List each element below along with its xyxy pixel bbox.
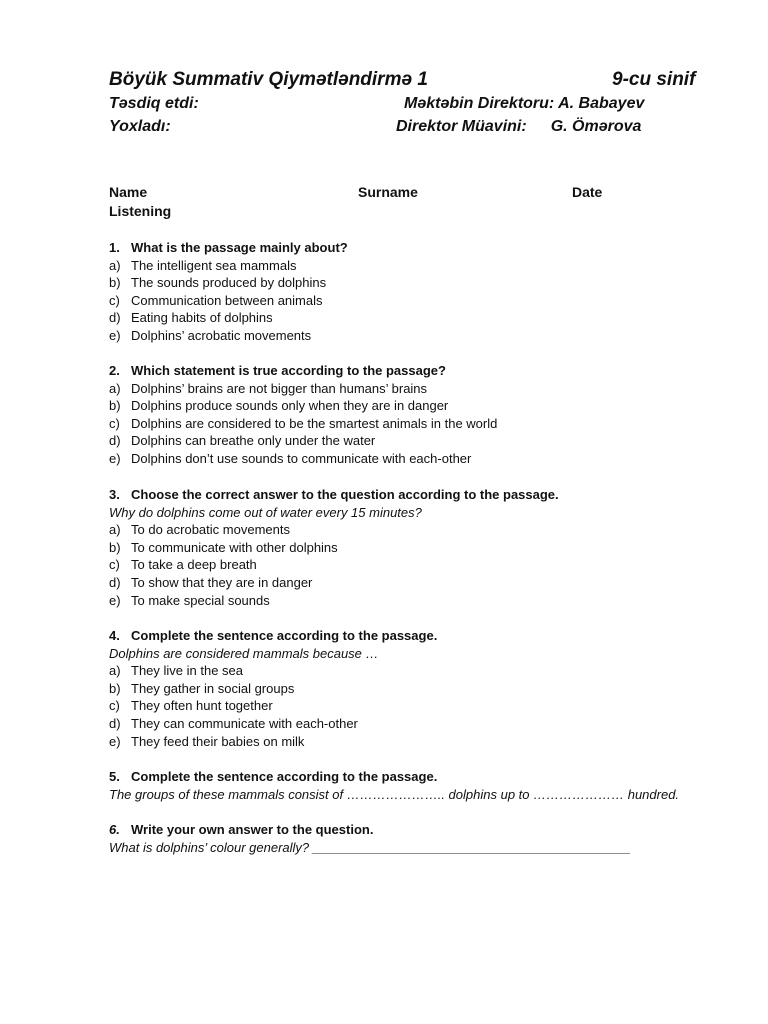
question-2	[109, 362, 669, 468]
option-text: To show that they are in danger	[131, 574, 313, 590]
question-number: 3.	[109, 487, 120, 502]
question-number: 2.	[109, 363, 120, 378]
answer-option	[109, 257, 669, 275]
answer-option	[109, 432, 669, 450]
option-letter: b)	[109, 275, 121, 291]
answer-option	[109, 521, 669, 539]
answer-option	[109, 397, 669, 415]
option-text: Communication between animals	[131, 292, 323, 308]
option-text: To communicate with other dolphins	[131, 539, 338, 555]
question-text: What is the passage mainly about?	[131, 240, 348, 255]
answer-option	[109, 327, 669, 345]
option-letter: d)	[109, 715, 121, 731]
answer-option	[109, 309, 669, 327]
question-4	[109, 627, 669, 750]
option-text: Dolphins don’t use sounds to communicate with each-other	[131, 450, 472, 466]
option-text: They often hunt together	[131, 698, 273, 714]
option-letter: a)	[109, 380, 121, 396]
option-text: They feed their babies on milk	[131, 733, 305, 749]
question-1	[109, 239, 669, 345]
option-text: Dolphins are considered to be the smartest animals in the world	[131, 415, 498, 431]
option-text: Eating habits of dolphins	[131, 310, 273, 326]
question-5	[109, 768, 680, 803]
question-number: 5.	[109, 769, 120, 784]
option-text: Dolphins’ brains are not bigger than humans’ brains	[131, 380, 428, 396]
option-letter: b)	[109, 539, 121, 555]
grade-label: 9-cu sinif	[612, 69, 696, 90]
option-letter: a)	[109, 663, 121, 679]
option-text: To make special sounds	[131, 592, 270, 608]
question-prompt: Dolphins are considered mammals because …	[109, 645, 379, 661]
question-number: 6.	[109, 822, 120, 837]
open-answer-line: What is dolphins’ colour generally? ____________________________________________	[109, 839, 631, 855]
document-title: Böyük Summativ Qiymətləndirmə 1	[109, 69, 428, 90]
option-letter: b)	[109, 680, 121, 696]
answer-option	[109, 380, 669, 398]
option-letter: e)	[109, 450, 121, 466]
option-letter: d)	[109, 433, 121, 449]
answer-option	[109, 574, 669, 592]
option-text: Dolphins produce sounds only when they are in danger	[131, 398, 449, 414]
answer-option	[109, 680, 669, 698]
director-label: Məktəbin Direktoru: A. Babayev	[404, 95, 645, 112]
option-letter: c)	[109, 698, 120, 714]
fill-in-sentence: The groups of these mammals consist of ………………….. dolphins up to ………………… hundred.	[109, 786, 680, 802]
answer-option	[109, 556, 669, 574]
answer-option	[109, 274, 669, 292]
option-text: They gather in social groups	[131, 680, 295, 696]
deputy-name: G. Ömərova	[550, 118, 642, 135]
option-letter: c)	[109, 557, 120, 573]
checked-label: Yoxladı:	[109, 118, 171, 135]
option-letter: e)	[109, 592, 121, 608]
option-text: They can communicate with each-other	[131, 715, 358, 731]
option-letter: d)	[109, 310, 121, 326]
question-text: Write your own answer to the question.	[131, 822, 374, 837]
answer-option	[109, 715, 669, 733]
deputy-label: Direktor Müavini:	[396, 118, 527, 135]
option-text: To take a deep breath	[131, 557, 257, 573]
option-letter: e)	[109, 327, 121, 343]
answer-option	[109, 697, 669, 715]
date-field-label: Date	[572, 184, 603, 200]
answer-option	[109, 415, 669, 433]
answer-option	[109, 292, 669, 310]
option-letter: c)	[109, 292, 120, 308]
question-number: 4.	[109, 628, 120, 643]
deputy-line	[396, 118, 641, 136]
option-text: To do acrobatic movements	[131, 522, 290, 538]
option-text: Dolphins can breathe only under the water	[131, 433, 376, 449]
option-letter: e)	[109, 733, 121, 749]
question-text: Which statement is true according to the passage?	[131, 363, 446, 378]
answer-option	[109, 450, 669, 468]
question-number: 1.	[109, 240, 120, 255]
question-6	[109, 821, 669, 856]
option-letter: c)	[109, 415, 120, 431]
question-prompt: Why do dolphins come out of water every 15 minutes?	[109, 504, 422, 520]
answer-option	[109, 539, 669, 557]
option-text: They live in the sea	[131, 663, 244, 679]
option-letter: a)	[109, 522, 121, 538]
section-title: Listening	[109, 203, 172, 219]
question-3	[109, 486, 669, 609]
surname-field-label: Surname	[358, 184, 418, 200]
option-letter: a)	[109, 257, 121, 273]
answer-option	[109, 592, 669, 610]
answer-option	[109, 662, 669, 680]
name-field-label: Name	[109, 184, 148, 200]
question-text: Complete the sentence according to the passage.	[131, 769, 438, 784]
option-letter: b)	[109, 398, 121, 414]
answer-option	[109, 733, 669, 751]
option-letter: d)	[109, 574, 121, 590]
option-text: Dolphins’ acrobatic movements	[131, 327, 312, 343]
question-text: Choose the correct answer to the question according to the passage.	[131, 487, 559, 502]
option-text: The intelligent sea mammals	[131, 257, 297, 273]
question-text: Complete the sentence according to the passage.	[131, 628, 438, 643]
option-text: The sounds produced by dolphins	[131, 275, 327, 291]
approved-label: Təsdiq etdi:	[109, 95, 199, 112]
